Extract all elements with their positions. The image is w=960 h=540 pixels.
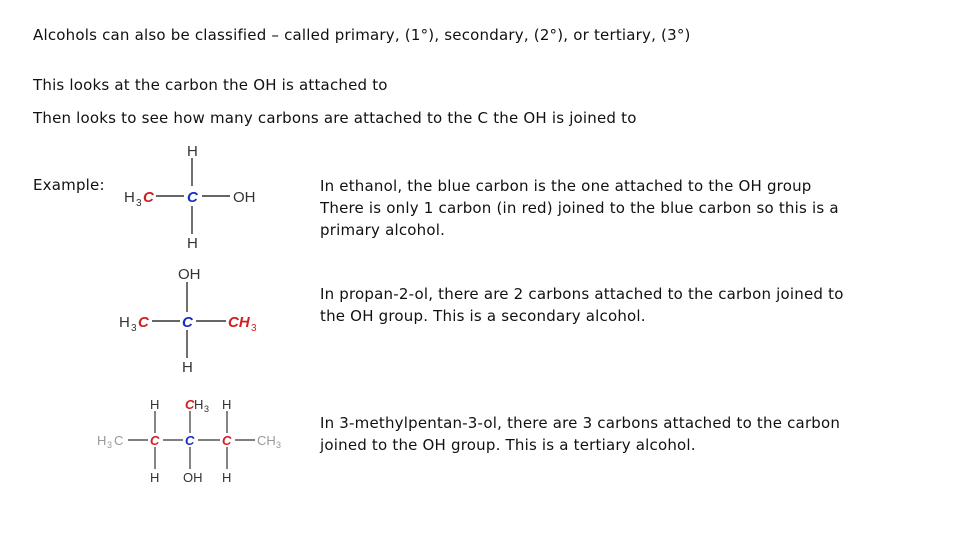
red-carbon: C: [150, 433, 160, 448]
explanation-line-1: This looks at the carbon the OH is attached to: [33, 76, 388, 94]
blue-carbon: C: [187, 189, 198, 206]
blue-carbon: C: [185, 433, 195, 448]
intro-line: Alcohols can also be classified – called primary, (1°), secondary, (2°), or tertiary, (3°): [33, 26, 691, 44]
atom-label: OH: [183, 470, 203, 485]
atom-label: H: [124, 189, 135, 206]
atom-label: H: [187, 235, 198, 252]
atom-label: OH: [178, 266, 201, 283]
subscript: 3: [251, 323, 257, 334]
atom-label: H: [187, 143, 198, 160]
red-carbon: C: [222, 433, 232, 448]
red-carbon: CH: [228, 314, 250, 331]
ethanol-explanation: [320, 175, 920, 241]
atom-label: H: [182, 359, 193, 376]
subscript: 3: [136, 198, 142, 209]
red-carbon: C: [143, 189, 154, 206]
3-methylpentan-3-ol-explanation: [320, 412, 920, 456]
text-line: In ethanol, the blue carbon is the one attached to the OH group: [320, 177, 812, 195]
text-line: In 3-methylpentan-3-ol, there are 3 carbons attached to the carbon: [320, 414, 841, 432]
atom-label: C: [114, 433, 124, 448]
atom-label: H: [222, 470, 232, 485]
subscript: 3: [204, 404, 210, 414]
atom-label: H: [194, 397, 204, 412]
propan-2-ol-structure: [112, 262, 272, 377]
propan-2-ol-explanation: [320, 283, 920, 327]
text-line: primary alcohol.: [320, 221, 446, 239]
atom-label: CH: [257, 433, 276, 448]
text-line: There is only 1 carbon (in red) joined to the blue carbon so this is a: [320, 199, 839, 217]
text-line: the OH group. This is a secondary alcohol.: [320, 307, 646, 325]
atom-label: H: [97, 433, 107, 448]
3-methylpentan-3-ol-structure: [95, 393, 295, 493]
explanation-line-2: Then looks to see how many carbons are attached to the C the OH is joined to: [33, 109, 637, 127]
atom-label: H: [150, 470, 160, 485]
example-label: Example:: [33, 176, 105, 194]
blue-carbon: C: [182, 314, 193, 331]
red-carbon: C: [185, 397, 195, 412]
subscript: 3: [107, 440, 113, 450]
text-line: joined to the OH group. This is a tertiary alcohol.: [320, 436, 696, 454]
text-line: In propan-2-ol, there are 2 carbons attached to the carbon joined to: [320, 285, 844, 303]
subscript: 3: [276, 440, 282, 450]
atom-label: OH: [233, 189, 256, 206]
atom-label: H: [222, 397, 232, 412]
subscript: 3: [131, 323, 137, 334]
ethanol-structure: [118, 140, 268, 255]
atom-label: H: [119, 314, 130, 331]
red-carbon: C: [138, 314, 149, 331]
atom-label: H: [150, 397, 160, 412]
